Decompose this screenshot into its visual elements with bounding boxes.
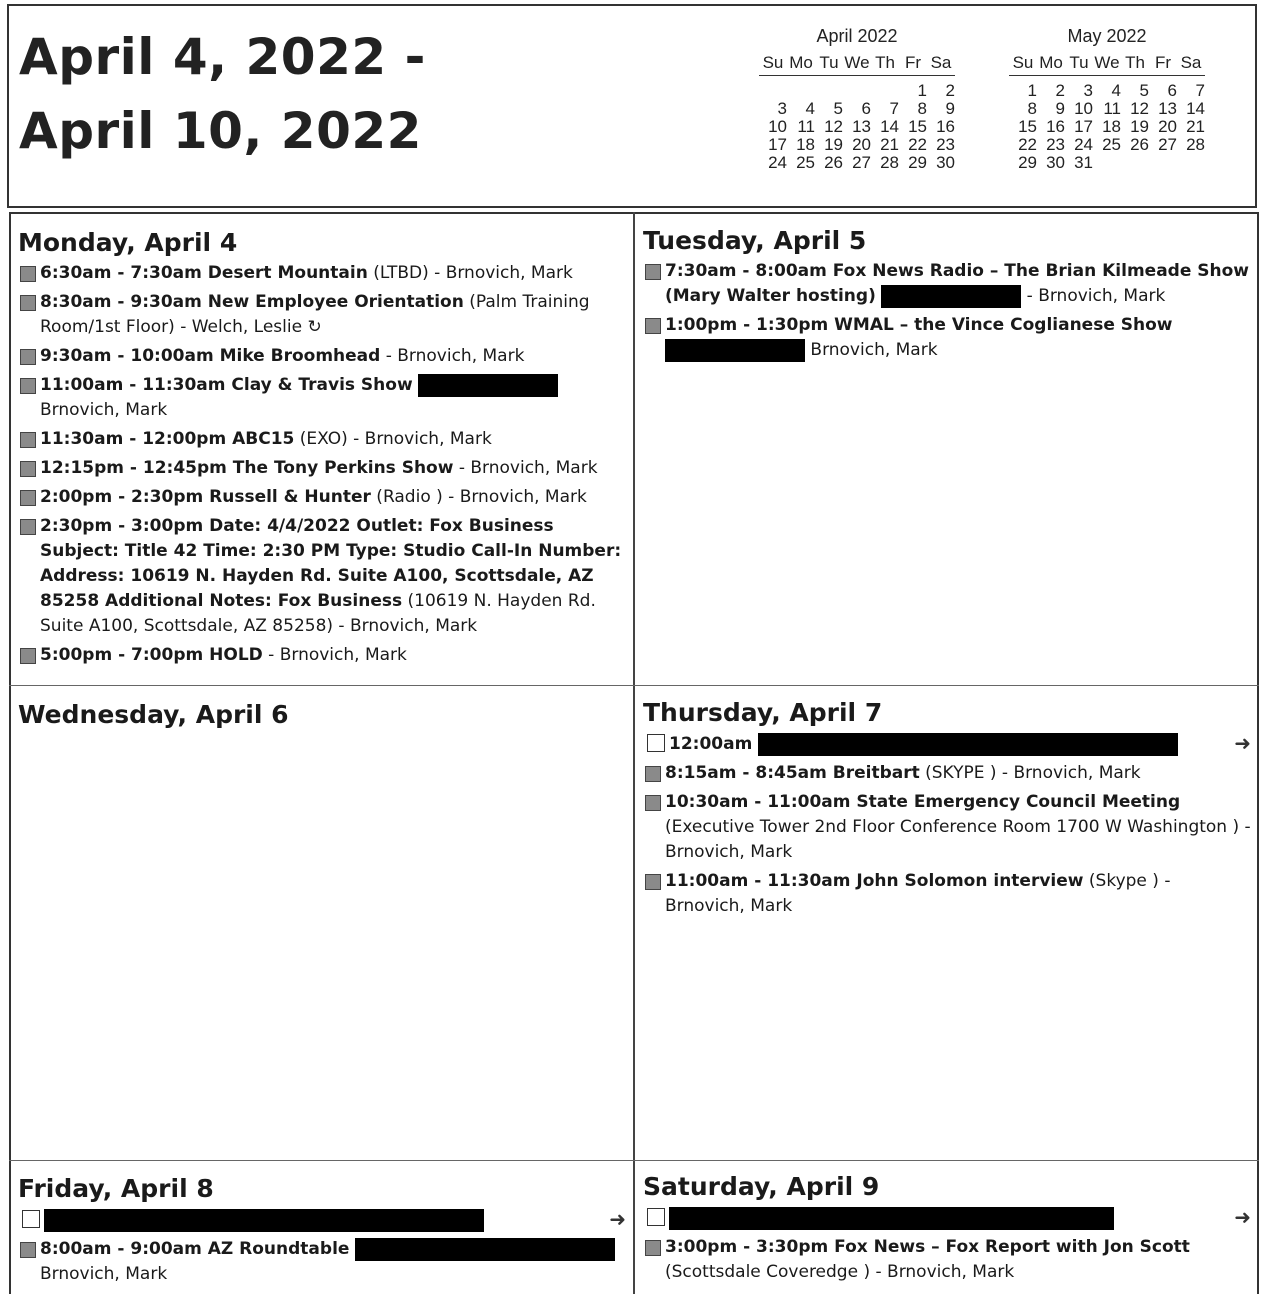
calendar-event[interactable] [18, 261, 628, 286]
appointment-icon [20, 378, 36, 394]
calendar-event[interactable] [18, 344, 628, 369]
week-header [7, 4, 1257, 208]
redaction-bar [418, 374, 558, 397]
calendar-event[interactable] [643, 259, 1253, 309]
mini-calendar-title: April 2022 [816, 26, 898, 46]
redaction-bar [758, 733, 1178, 756]
calendar-day [1121, 154, 1149, 172]
weekday-header: We [843, 53, 871, 76]
calendar-day[interactable]: 4 [1111, 80, 1121, 100]
calendar-day[interactable]: 23 [936, 134, 955, 154]
weekday-header: Th [871, 53, 899, 76]
day-title: Wednesday, April 6 [18, 700, 289, 729]
event-details: (Radio ) - Brnovich, Mark [370, 487, 587, 507]
calendar-day[interactable]: 31 [1074, 152, 1093, 172]
calendar-day[interactable]: 25 [1102, 134, 1121, 154]
event-title: 11:00am - 11:30am John Solomon interview [665, 871, 1084, 891]
calendar-event[interactable] [18, 290, 628, 340]
appointment-icon [645, 766, 661, 782]
calendar-day[interactable]: 21 [1186, 116, 1205, 136]
appointment-icon [645, 264, 661, 280]
calendar-day[interactable]: 30 [1046, 152, 1065, 172]
calendar-day[interactable]: 11 [1103, 98, 1121, 118]
calendar-day[interactable]: 16 [1046, 116, 1065, 136]
calendar-day[interactable]: 29 [908, 152, 927, 172]
calendar-day[interactable]: 27 [852, 152, 871, 172]
calendar-day[interactable]: 15 [1018, 116, 1037, 136]
weekday-header: Mo [1037, 53, 1065, 76]
calendar-day[interactable]: 21 [880, 134, 899, 154]
event-details: (SKYPE ) - Brnovich, Mark [919, 763, 1141, 783]
all-day-event[interactable] [643, 1205, 1253, 1231]
calendar-event[interactable] [18, 643, 628, 668]
calendar-day [815, 82, 843, 100]
appointment-icon [20, 295, 36, 311]
calendar-day[interactable]: 18 [796, 134, 815, 154]
event-details: - Brnovich, Mark [262, 645, 407, 665]
calendar-day[interactable]: 28 [880, 152, 899, 172]
event-title: 3:00pm - 3:30pm Fox News – Fox Report with Jon Scott [665, 1237, 1190, 1257]
calendar-event[interactable] [18, 373, 628, 423]
calendar-day [787, 82, 815, 100]
day-title: Monday, April 4 [18, 228, 238, 257]
event-title: 8:00am - 9:00am AZ Roundtable [40, 1239, 350, 1259]
calendar-day[interactable]: 24 [1074, 134, 1093, 154]
calendar-event[interactable] [643, 761, 1253, 786]
event-details: - Brnovich, Mark [380, 346, 525, 366]
calendar-day[interactable]: 1 [917, 80, 927, 100]
weekday-header: Sa [927, 53, 955, 76]
calendar-day[interactable]: 18 [1102, 116, 1121, 136]
day-cell-friday [18, 1174, 628, 1291]
event-title: 5:00pm - 7:00pm HOLD [40, 645, 263, 665]
event-details: Brnovich, Mark [805, 340, 938, 360]
calendar-event[interactable] [18, 456, 628, 481]
calendar-day[interactable]: 6 [861, 98, 871, 118]
event-details: (LTBD) - Brnovich, Mark [367, 263, 573, 283]
row-divider [9, 1160, 1259, 1161]
calendar-event[interactable] [18, 1237, 628, 1287]
calendar-day [759, 82, 787, 100]
event-list [643, 1235, 1253, 1285]
calendar-day[interactable]: 13 [1158, 98, 1177, 118]
calendar-day[interactable]: 4 [805, 98, 815, 118]
calendar-day[interactable]: 3 [777, 98, 787, 118]
calendar-day[interactable]: 28 [1186, 134, 1205, 154]
appointment-icon [645, 1240, 661, 1256]
calendar-day[interactable]: 20 [852, 134, 871, 154]
calendar-event[interactable] [18, 485, 628, 510]
calendar-day[interactable]: 26 [1130, 134, 1149, 154]
date-range-end: April 10, 2022 [19, 102, 422, 160]
arrow-right-icon[interactable]: ➜ [1234, 731, 1251, 755]
calendar-day[interactable]: 29 [1018, 152, 1037, 172]
event-details: Brnovich, Mark [40, 1264, 168, 1284]
day-title: Saturday, April 9 [643, 1172, 880, 1201]
calendar-day[interactable]: 3 [1083, 80, 1093, 100]
calendar-day[interactable]: 13 [852, 116, 871, 136]
event-details: (Palm Training Room/1st Floor) - Welch, Leslie ↻ [40, 292, 590, 337]
day-title: Friday, April 8 [18, 1174, 214, 1203]
day-title: Tuesday, April 5 [643, 226, 867, 255]
calendar-day[interactable]: 30 [936, 152, 955, 172]
calendar-day[interactable]: 12 [1130, 98, 1149, 118]
event-title: 11:30am - 12:00pm ABC15 [40, 429, 295, 449]
calendar-day[interactable]: 17 [768, 134, 787, 154]
arrow-right-icon[interactable]: ➜ [1234, 1205, 1251, 1229]
weekday-header: Sa [1177, 53, 1205, 76]
calendar-event[interactable] [643, 869, 1253, 919]
calendar-day[interactable]: 5 [833, 98, 843, 118]
appointment-icon [645, 318, 661, 334]
event-title: 9:30am - 10:00am Mike Broomhead [40, 346, 381, 366]
appointment-icon [645, 795, 661, 811]
event-list [18, 1237, 628, 1287]
weekday-header: Tu [815, 53, 843, 76]
calendar-event[interactable] [643, 313, 1253, 363]
event-details: (Scottsdale Coveredge ) - Brnovich, Mark [665, 1262, 1015, 1282]
weekday-header: Su [759, 53, 787, 76]
calendar-day[interactable]: 6 [1167, 80, 1177, 100]
calendar-day[interactable]: 11 [797, 116, 815, 136]
mini-calendar-title: May 2022 [1067, 26, 1147, 46]
calendar-day [1093, 154, 1121, 172]
mini-calendar-april [759, 26, 955, 172]
calendar-day[interactable]: 17 [1074, 116, 1093, 136]
event-details: (10619 N. Hayden Rd. Suite A100, Scottsdale, AZ 85258) - Brnovich, Mark [40, 591, 596, 636]
event-title: 1:00pm - 1:30pm WMAL – the Vince Coglianese Show [665, 315, 1173, 335]
event-title: 12:15pm - 12:45pm The Tony Perkins Show [40, 458, 454, 478]
event-title: 11:00am - 11:30am Clay & Travis Show [40, 375, 413, 395]
calendar-event[interactable] [18, 514, 628, 639]
appointment-icon [20, 519, 36, 535]
calendar-day[interactable]: 2 [1055, 80, 1065, 100]
event-title: 2:00pm - 2:30pm Russell & Hunter [40, 487, 371, 507]
event-details: (Executive Tower 2nd Floor Conference Room 1700 W Washington ) - Brnovich, Mark [665, 817, 1251, 862]
calendar-day[interactable]: 22 [1018, 134, 1037, 154]
event-title: 6:30am - 7:30am Desert Mountain [40, 263, 368, 283]
event-title: 8:30am - 9:30am New Employee Orientation [40, 292, 464, 312]
event-details: - Brnovich, Mark [453, 458, 598, 478]
appointment-icon [20, 461, 36, 477]
calendar-day[interactable]: 9 [1055, 98, 1065, 118]
calendar-day[interactable]: 8 [1027, 98, 1037, 118]
calendar-day[interactable]: 19 [1130, 116, 1149, 136]
event-title: 2:30pm - 3:00pm Date: 4/4/2022 Outlet: Fox Business Subject: Title 42 Time: 2:30 PM Type: Studio Call-In Number: Address: 10619 N. Hayden Rd. Suite A100, Scottsdale, AZ 85258 Additional Notes: Fox Business [40, 516, 622, 611]
weekday-header: Fr [899, 53, 927, 76]
event-checkbox[interactable] [647, 734, 665, 752]
appointment-icon [20, 648, 36, 664]
calendar-day[interactable]: 22 [908, 134, 927, 154]
weekday-header: Tu [1065, 53, 1093, 76]
calendar-day[interactable]: 2 [945, 80, 955, 100]
event-details: - Brnovich, Mark [1021, 286, 1166, 306]
calendar-day[interactable]: 20 [1158, 116, 1177, 136]
event-details: (Skype ) - Brnovich, Mark [665, 871, 1171, 916]
calendar-event[interactable] [18, 427, 628, 452]
calendar-day[interactable]: 27 [1158, 134, 1177, 154]
day-cell-wednesday [18, 700, 628, 733]
column-divider [633, 212, 635, 1294]
weekday-header: Th [1121, 53, 1149, 76]
calendar-day[interactable]: 7 [1195, 80, 1205, 100]
date-range-start: April 4, 2022 - [19, 28, 426, 86]
weekday-header: We [1093, 53, 1121, 76]
all-day-event[interactable] [643, 731, 1253, 757]
event-title: 10:30am - 11:00am State Emergency Council Meeting [665, 792, 1181, 812]
calendar-day[interactable]: 14 [1186, 98, 1205, 118]
day-title: Thursday, April 7 [643, 698, 883, 727]
calendar-day[interactable]: 8 [917, 98, 927, 118]
calendar-day[interactable]: 1 [1027, 80, 1037, 100]
appointment-icon [20, 266, 36, 282]
event-list [18, 261, 628, 668]
redaction-bar [665, 339, 805, 362]
calendar-day[interactable]: 10 [1074, 98, 1093, 118]
calendar-day[interactable]: 5 [1139, 80, 1149, 100]
calendar-day[interactable]: 26 [824, 152, 843, 172]
calendar-day[interactable]: 14 [880, 116, 899, 136]
mini-calendar-may [1009, 26, 1205, 172]
event-checkbox[interactable] [647, 1208, 665, 1226]
event-title: 8:15am - 8:45am Breitbart [665, 763, 920, 783]
event-checkbox[interactable] [22, 1210, 40, 1228]
appointment-icon [20, 432, 36, 448]
all-day-event[interactable] [18, 1207, 628, 1233]
calendar-day[interactable]: 24 [768, 152, 787, 172]
all-day-time: 12:00am [669, 731, 1178, 757]
event-list [643, 761, 1253, 919]
calendar-day[interactable]: 15 [908, 116, 927, 136]
calendar-day [1149, 154, 1177, 172]
calendar-day [1177, 154, 1205, 172]
appointment-icon [20, 1242, 36, 1258]
event-title: 7:30am - 8:00am Fox News Radio – The Brian Kilmeade Show (Mary Walter hosting) [665, 261, 1250, 306]
calendar-day[interactable]: 16 [936, 116, 955, 136]
day-cell-tuesday [643, 226, 1253, 367]
row-divider [9, 685, 1259, 686]
calendar-event[interactable] [643, 790, 1253, 865]
calendar-day [843, 82, 871, 100]
calendar-day[interactable]: 23 [1046, 134, 1065, 154]
appointment-icon [20, 490, 36, 506]
calendar-day[interactable]: 19 [824, 134, 843, 154]
event-details: Brnovich, Mark [40, 400, 168, 420]
redaction-bar [355, 1238, 615, 1261]
weekday-header: Su [1009, 53, 1037, 76]
calendar-day[interactable]: 25 [796, 152, 815, 172]
redaction-bar [881, 285, 1021, 308]
calendar-day[interactable]: 10 [768, 116, 787, 136]
calendar-day[interactable]: 7 [889, 98, 899, 118]
calendar-day[interactable]: 9 [945, 98, 955, 118]
weekday-header: Mo [787, 53, 815, 76]
redaction-bar [44, 1209, 484, 1232]
day-cell-thursday [643, 698, 1253, 923]
day-cell-monday [18, 228, 628, 672]
calendar-day[interactable]: 12 [824, 116, 843, 136]
calendar-event[interactable] [643, 1235, 1253, 1285]
appointment-icon [645, 874, 661, 890]
event-list [643, 259, 1253, 363]
event-details: (EXO) - Brnovich, Mark [294, 429, 492, 449]
calendar-day [871, 82, 899, 100]
weekday-header: Fr [1149, 53, 1177, 76]
redaction-bar [669, 1207, 1114, 1230]
appointment-icon [20, 349, 36, 365]
day-cell-saturday [643, 1172, 1253, 1289]
arrow-right-icon[interactable]: ➜ [609, 1207, 626, 1231]
